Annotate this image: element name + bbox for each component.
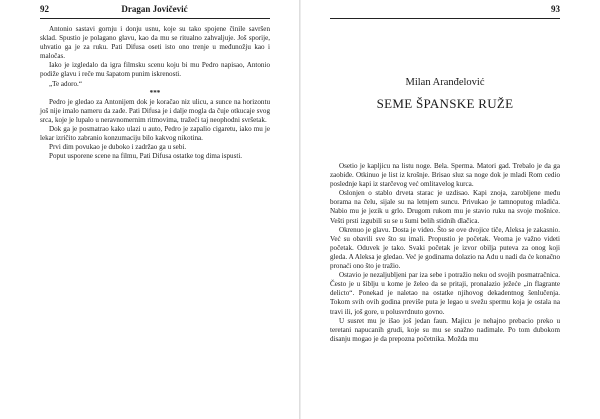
left-running-head	[40, 4, 270, 19]
right-paragraph: Oslonjen o stablo drveta starac je uzdisao. Kapi znoja, zarobljene među borama na čelu, sijale su na letnjem suncu. Privukao je tamnoputog mladića. Nabio mu je jezik u grlo. Drugom rukom mu je stavio ruku na svoje mošnice. Vešti prsti izgubili su se u šumi belih stidnih dlačica.	[330, 189, 560, 225]
left-body-text	[40, 25, 270, 161]
left-paragraph: Dok ga je posmatrao kako ulazi u auto, Pedro je zapalio cigaretu, iako mu je lekar izričito zabranio konzumaciju bilo kakvog nikotina.	[40, 125, 270, 143]
left-paragraph: Prvi dim povukao je duboko i zadržao ga u sebi.	[49, 143, 187, 152]
right-running-head	[330, 4, 560, 19]
left-paragraph: Antonio sastavi gornju i donju usnu, koje su tako spojene činile savršen sklad. Spustio je polagano glavu, kao da mu se ritualno zahvaljuje. Još sporije, uhvatio ga je za ruku. Pati Difusa oseti isto ono trenje u međunožju kao i maločas.	[40, 25, 270, 61]
right-body-text	[330, 162, 560, 344]
left-running-author: Dragan Jovičević	[121, 4, 188, 14]
left-page-number: 92	[40, 4, 49, 14]
left-paragraph: Poput usporene scene na filmu, Pati Difusa ostatke tog dima ispusti.	[49, 152, 243, 161]
right-page	[300, 0, 600, 419]
story-title: SEME ŠPANSKE RUŽE	[376, 96, 514, 111]
left-paragraph: Pedro je gledao za Antonijem dok je koračao niz ulicu, a sunce na horizontu još nije imalo nameru da zađe. Pati Difusa je i dalje mogla da čuje otkucaje svog srca, koje je lupalo u neravnomernim ritmovima, tražeći taj neophodni svršetak.	[40, 97, 270, 124]
section-separator: ***	[149, 88, 161, 97]
right-paragraph: Osetio je kapljicu na listu noge. Bela. Sperma. Matori gad. Trebalo je da ga zaobiđe. Otkinuo je list iz krošnje. Brisao sluz sa noge dok je mladi Rom cedio poslednje kapi iz starčevog već omlitavelog kurca.	[330, 162, 560, 189]
right-page-number: 93	[551, 4, 560, 14]
left-paragraph: „Te adoro.“	[49, 79, 82, 88]
left-paragraph: Iako je izgledalo da igra filmsku scenu koju bi mu Pedro napisao, Antonio podiže glavu i reče mu šapatom punim iskrenosti.	[40, 61, 270, 79]
right-paragraph: Okrenuo je glavu. Dosta je video. Što se ove dvojice tiče, Aleksa je zakasnio. Već su obavili sve što su imali. Propustio je početak. Veoma je važno videti početak. Oduvek je tako. Svaki početak je izvor obilja puteva za onog koji gleda. A Aleksa je gledao. Već je godinama dolazio na Adu u nadi da će konačno pronaći ono što je tražio.	[330, 225, 560, 271]
story-author: Milan Aranđelović	[405, 77, 485, 88]
right-paragraph: Ostavio je nezaljubljeni par iza sebe i potražio neku od svojih posmatračnica. Često je u šiblju u kome je želeo da se pritaji, pronalazio ježeće „in flagrante delicto“. Ponekad je naletao na ostatke njihovog dekadentnog šenlučenja. Tokom svih ovih godina previše puta je legao u svežu spermu koja je ostala na travi ili, još gore, u polusvrdnuto govno.	[330, 271, 560, 316]
right-paragraph: U susret mu je išao još jedan faun. Majicu je nehajno prebacio preko u teretani napucanih grudi, koje su mu se snažno nadimale. Po tom dubokom disanju mogao je da prepozna početnika. Možda mu	[330, 316, 560, 343]
